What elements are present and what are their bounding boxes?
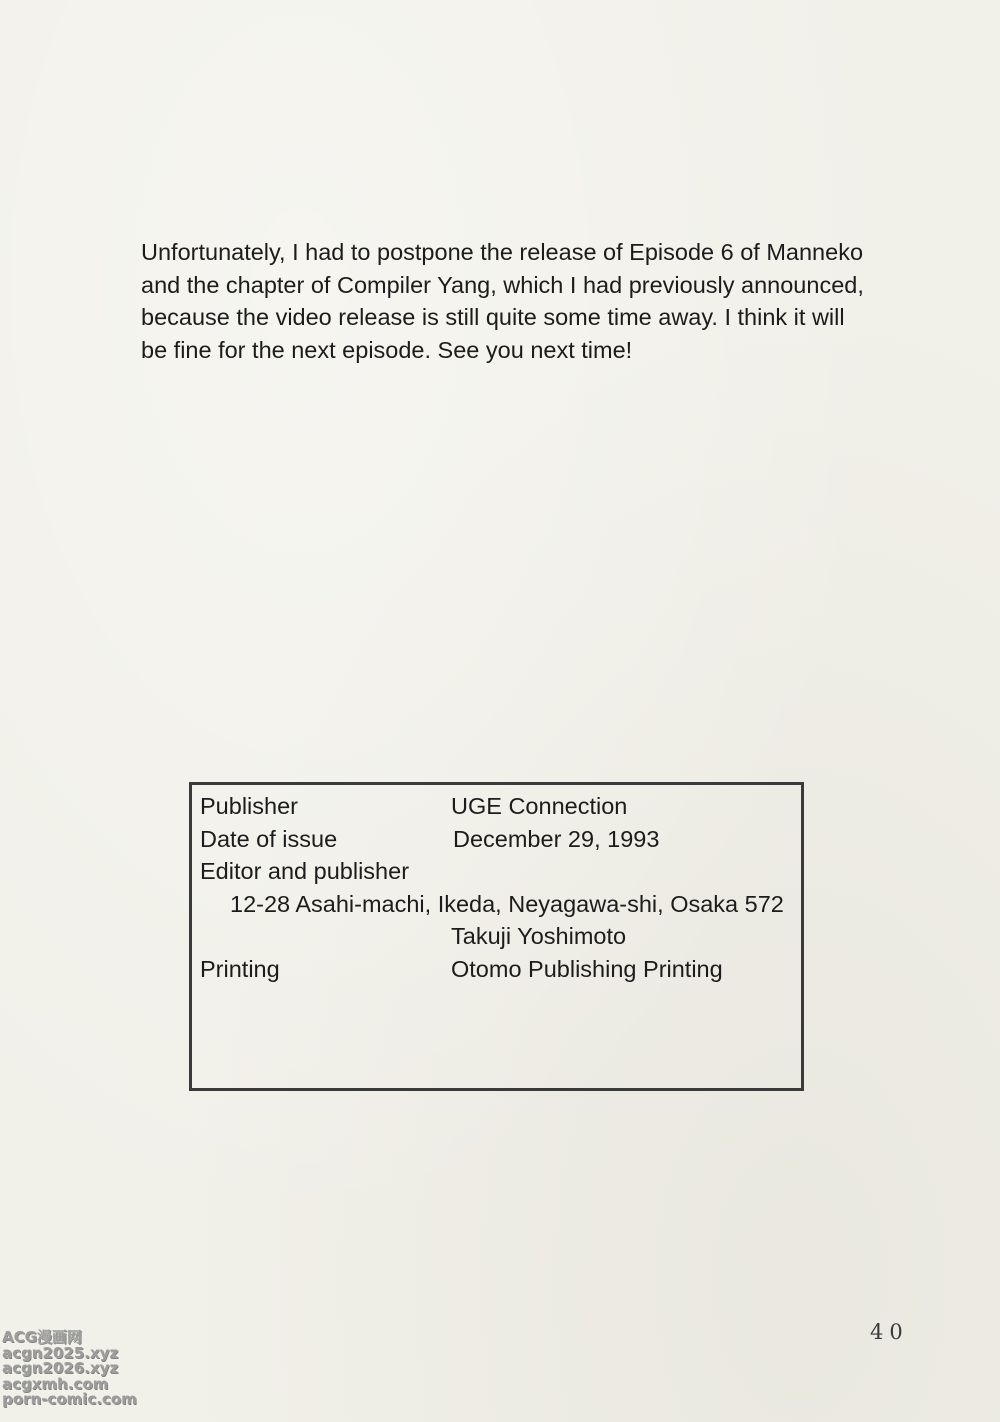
date-value: December 29, 1993: [453, 826, 660, 852]
editor-name: Takuji Yoshimoto: [451, 923, 627, 949]
watermark-line: porn-comic.com: [2, 1390, 137, 1408]
colophon-box: [189, 782, 804, 1091]
note-line: be fine for the next episode. See you next time!: [141, 336, 633, 363]
note-line: and the chapter of Compiler Yang, which I had previously announced,: [141, 271, 864, 298]
note-line: because the video release is still quite some time away. I think it will: [141, 304, 845, 331]
editor-address: 12-28 Asahi-machi, Ikeda, Neyagawa-shi, Osaka 572: [230, 891, 784, 917]
afterword-note: [141, 236, 931, 366]
publisher-label: Publisher: [200, 793, 298, 819]
editor-label: Editor and publisher: [200, 858, 410, 884]
watermark-line: acgxmh.com: [2, 1374, 109, 1393]
printing-value: Otomo Publishing Printing: [451, 956, 723, 982]
watermark-line: ACG漫画网: [2, 1328, 82, 1346]
printing-label: Printing: [200, 956, 280, 982]
page-number: 40: [870, 1320, 909, 1344]
watermark-line: acgn2026.xyz: [2, 1359, 119, 1377]
watermark-line: acgn2025.xyz: [2, 1343, 119, 1362]
note-line: Unfortunately, I had to postpone the release of Episode 6 of Manneko: [141, 239, 864, 265]
publisher-value: UGE Connection: [451, 793, 628, 819]
date-label: Date of issue: [200, 826, 338, 852]
site-watermark: [2, 1328, 137, 1408]
